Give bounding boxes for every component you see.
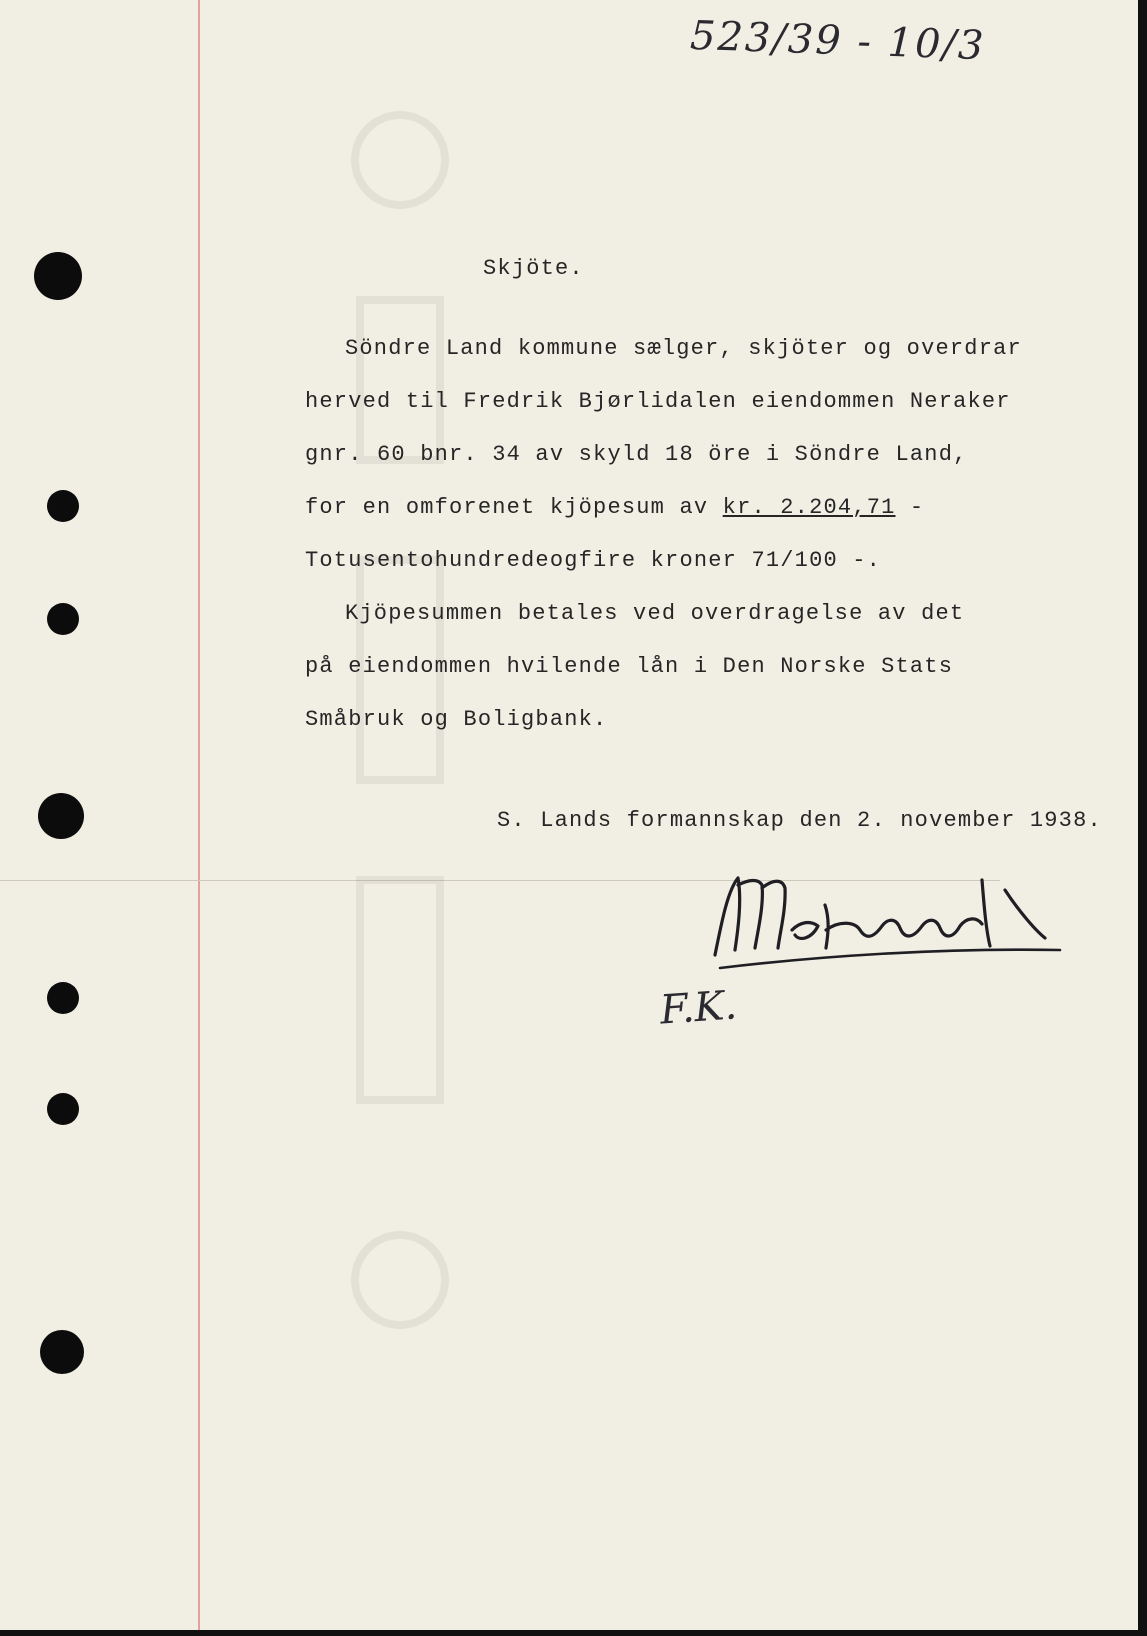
purchase-amount: kr. 2.204,71 <box>722 495 896 520</box>
watermark <box>330 80 470 1480</box>
initials: F.K. <box>658 982 739 1034</box>
punch-hole <box>47 603 79 635</box>
text-line-1: Söndre Land kommune sælger, skjöter og overdrar <box>345 336 1022 361</box>
text-line-4 <box>305 495 924 520</box>
text-line-4-suffix: - <box>895 495 925 520</box>
document-title: Skjöte. <box>483 256 584 281</box>
place-date: S. Lands formannskap den 2. november 1938. <box>497 808 1102 833</box>
punch-hole <box>47 982 79 1014</box>
text-line-6: Kjöpesummen betales ved overdragelse av det <box>345 601 965 626</box>
punch-hole <box>47 490 79 522</box>
text-line-4-prefix: for en omforenet kjöpesum av <box>305 495 723 520</box>
punch-hole <box>34 252 82 300</box>
text-line-2: herved til Fredrik Bjørlidalen eiendommen Neraker <box>305 389 1011 414</box>
text-line-7: på eiendommen hvilende lån i Den Norske Stats <box>305 654 954 679</box>
text-line-8: Småbruk og Boligbank. <box>305 707 608 732</box>
reference-number: 523/39 - 10/3 <box>689 12 987 70</box>
text-line-3: gnr. 60 bnr. 34 av skyld 18 öre i Söndre Land, <box>305 442 968 467</box>
punch-hole <box>38 793 84 839</box>
margin-line <box>198 0 200 1630</box>
signature <box>700 860 1080 980</box>
text-line-5: Totusentohundredeogfire kroner 71/100 -. <box>305 548 882 573</box>
punch-hole <box>40 1330 84 1374</box>
punch-hole <box>47 1093 79 1125</box>
